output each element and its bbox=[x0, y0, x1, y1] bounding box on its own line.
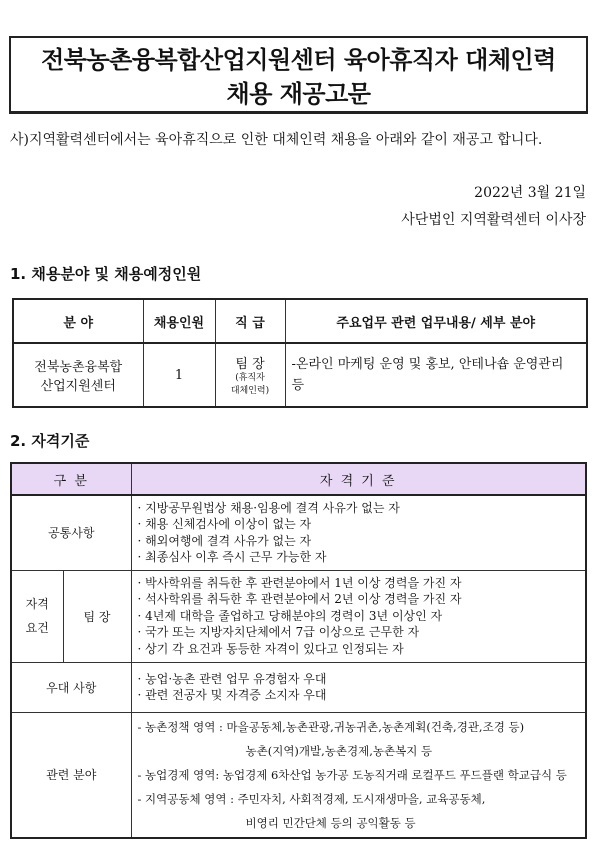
requirement-label-2: 요건 bbox=[25, 621, 49, 635]
count-cell: 1 bbox=[143, 343, 215, 407]
header-criteria: 자 격 기 준 bbox=[131, 463, 586, 495]
header-field: 분 야 bbox=[13, 299, 143, 343]
list-item: - 농업경제 영역: 농업경제 6차산업 농가공 도농직거래 로컬푸드 푸드플랜 학교급식 등 bbox=[137, 767, 567, 782]
list-item: · 4년제 대학을 졸업하고 당해분야의 경력이 3년 이상인 자 bbox=[137, 608, 443, 623]
header-category: 구 분 bbox=[11, 463, 131, 495]
rank-sub-1: (휴직자 bbox=[235, 372, 265, 383]
related-field-label: 관련 분야 bbox=[11, 712, 131, 838]
duty-cell: -온라인 마케팅 운영 및 홍보, 안테나숍 운영관리 등 bbox=[285, 343, 587, 407]
list-item: 비영리 민간단체 등의 공익활동 등 bbox=[245, 815, 416, 830]
list-item: · 지방공무원법상 채용·임용에 결격 사유가 없는 자 bbox=[137, 500, 400, 515]
table-header-row bbox=[13, 299, 587, 343]
title-box bbox=[9, 36, 588, 114]
announcement-date: 2022년 3월 21일 bbox=[474, 185, 586, 201]
requirement-rank: 팀 장 bbox=[63, 570, 131, 662]
intro-text: 사)지역활력센터에서는 육아휴직으로 인한 대체인력 채용을 아래와 같이 재공고 합니다. bbox=[10, 132, 543, 148]
table-row bbox=[11, 662, 586, 712]
list-item: · 박사학위를 취득한 후 관련분야에서 1년 이상 경력을 가진 자 bbox=[137, 575, 462, 590]
rank-cell bbox=[215, 343, 285, 407]
rank-label: 팀 장 bbox=[235, 356, 265, 372]
table-row bbox=[11, 712, 586, 838]
section-2-heading: 2. 자격기준 bbox=[10, 432, 90, 450]
header-rank: 직 급 bbox=[215, 299, 285, 343]
issuer: 사단법인 지역활력센터 이사장 bbox=[401, 212, 586, 228]
field-cell bbox=[13, 343, 143, 407]
title-line-2: 채용 재공고문 bbox=[226, 80, 371, 108]
list-item: · 국가 또는 지방자치단체에서 7급 이상으로 근무한 자 bbox=[137, 625, 420, 640]
field-line-2: 산업지원센터 bbox=[40, 379, 116, 394]
list-item: · 채용 신체검사에 이상이 없는 자 bbox=[137, 517, 312, 532]
table-row bbox=[13, 343, 587, 407]
requirement-items bbox=[131, 570, 586, 662]
list-item: · 상기 각 요건과 동등한 자격이 있다고 인정되는 자 bbox=[137, 641, 404, 656]
preference-items bbox=[131, 662, 586, 712]
title-line-1: 전북농촌융복합산업지원센터 육아휴직자 대체인력 bbox=[41, 46, 556, 74]
header-count: 채용인원 bbox=[143, 299, 215, 343]
recruitment-table bbox=[12, 298, 588, 408]
list-item: - 지역공동체 영역 : 주민자치, 사회적경제, 도시재생마을, 교육공동체, bbox=[137, 791, 486, 806]
list-item: 농촌(지역)개발,농촌경제,농촌복지 등 bbox=[245, 743, 433, 758]
common-label: 공통사항 bbox=[11, 495, 131, 570]
preference-label: 우대 사항 bbox=[11, 662, 131, 712]
list-item: · 관련 전공자 및 자격증 소지자 우대 bbox=[137, 688, 327, 702]
table-header-row bbox=[11, 463, 586, 495]
field-line-1: 전북농촌융복합 bbox=[34, 360, 123, 375]
requirement-label-1: 자격 bbox=[25, 597, 49, 611]
header-duty: 주요업무 관련 업무내용/ 세부 분야 bbox=[285, 299, 587, 343]
section-1-heading: 1. 채용분야 및 채용예정인원 bbox=[10, 265, 202, 283]
rank-sub-2: 대체인력) bbox=[230, 385, 270, 396]
common-items bbox=[131, 495, 586, 570]
requirement-label bbox=[11, 570, 63, 662]
list-item: · 해외여행에 결격 사유가 없는 자 bbox=[137, 533, 312, 548]
list-item: · 석사학위를 취득한 후 관련분야에서 2년 이상 경력을 가진 자 bbox=[137, 592, 462, 607]
related-field-items bbox=[131, 712, 586, 838]
list-item: - 농촌정책 영역 : 마을공동체,농촌관광,귀농귀촌,농촌계획(건축,경관,조경 등) bbox=[137, 719, 525, 734]
list-item: · 최종심사 이후 즉시 근무 가능한 자 bbox=[137, 550, 327, 565]
table-row bbox=[11, 495, 586, 570]
table-row bbox=[11, 570, 586, 662]
qualification-table bbox=[10, 462, 587, 839]
list-item: · 농업·농촌 관련 업무 유경험자 우대 bbox=[137, 671, 327, 686]
